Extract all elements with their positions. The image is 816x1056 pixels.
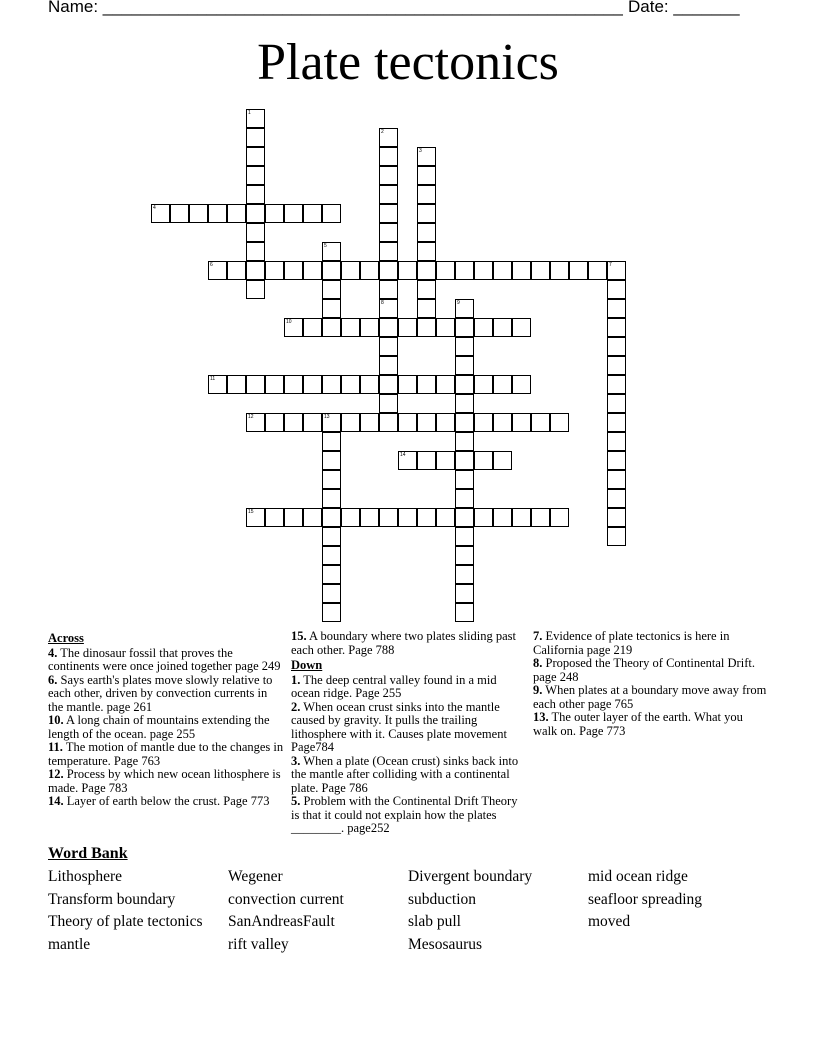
crossword-cell[interactable] [607, 508, 626, 527]
crossword-cell[interactable] [455, 603, 474, 622]
crossword-cell[interactable] [493, 318, 512, 337]
crossword-cell[interactable] [398, 375, 417, 394]
crossword-cell[interactable] [455, 394, 474, 413]
clue-across-4: 4. The dinosaur fossil that proves the continents were once joined together page 249 [48, 645, 281, 673]
crossword-cell[interactable] [607, 299, 626, 318]
crossword-cell[interactable] [436, 261, 455, 280]
crossword-cell[interactable] [246, 185, 265, 204]
clue-number-label: 7 [609, 262, 612, 268]
crossword-cell[interactable] [417, 166, 436, 185]
clue-down-9: 9. When plates at a boundary move away from each other page 765 [533, 683, 767, 711]
crossword-cell[interactable] [474, 318, 493, 337]
clue-number-label: 6 [210, 262, 213, 268]
crossword-cell[interactable] [474, 261, 493, 280]
clue-number-label: 14 [400, 452, 406, 458]
crossword-cell[interactable] [322, 280, 341, 299]
word-bank-item: Theory of plate tectonics [48, 913, 203, 930]
crossword-cell[interactable] [341, 318, 360, 337]
crossword-cell[interactable] [436, 413, 455, 432]
crossword-cell[interactable] [303, 318, 322, 337]
clue-down-5: 5. Problem with the Continental Drift Theory is that it could not explain how the plates ________. page252 [291, 794, 518, 835]
crossword-cell[interactable] [512, 413, 531, 432]
crossword-cell[interactable] [417, 375, 436, 394]
clue-column-2 [291, 630, 527, 836]
clue-down-2: 2. When ocean crust sinks into the mantle caused by gravity. It pulls the trailing lithosphere with it. Causes plate movement Page784 [291, 699, 507, 754]
crossword-cell[interactable] [436, 375, 455, 394]
crossword-cell[interactable] [265, 204, 284, 223]
crossword-cell[interactable] [284, 261, 303, 280]
crossword-cell[interactable] [512, 261, 531, 280]
crossword-cell[interactable] [474, 508, 493, 527]
clue-across-15: 15. A boundary where two plates sliding past each other. Page 788 [291, 629, 516, 657]
crossword-cell[interactable] [322, 508, 341, 527]
crossword-cell[interactable] [588, 261, 607, 280]
crossword-cell[interactable] [379, 223, 398, 242]
crossword-cell[interactable] [322, 546, 341, 565]
crossword-cell[interactable] [246, 166, 265, 185]
crossword-cell[interactable] [379, 413, 398, 432]
crossword-cell[interactable] [493, 451, 512, 470]
crossword-cell[interactable] [455, 261, 474, 280]
crossword-cell[interactable] [550, 508, 569, 527]
crossword-cell[interactable] [360, 261, 379, 280]
crossword-cell[interactable] [455, 337, 474, 356]
word-bank-item: slab pull [408, 913, 461, 930]
crossword-cell[interactable] [246, 223, 265, 242]
crossword-cell[interactable] [322, 375, 341, 394]
crossword-cell[interactable] [455, 413, 474, 432]
crossword-cell[interactable] [417, 451, 436, 470]
clue-number-label: 12 [248, 414, 254, 420]
crossword-cell[interactable] [607, 356, 626, 375]
crossword-cell[interactable] [417, 280, 436, 299]
crossword-cell[interactable] [170, 204, 189, 223]
crossword-cell[interactable] [607, 337, 626, 356]
crossword-cell[interactable] [322, 451, 341, 470]
crossword-cell[interactable] [398, 413, 417, 432]
clue-across-14: 14. Layer of earth below the crust. Page 773 [48, 794, 270, 808]
crossword-cell[interactable] [322, 432, 341, 451]
clue-down-13: 13. The outer layer of the earth. What you walk on. Page 773 [533, 710, 743, 738]
crossword-cell[interactable] [379, 280, 398, 299]
crossword-cell[interactable] [512, 508, 531, 527]
crossword-cell[interactable] [379, 185, 398, 204]
crossword-cell[interactable] [322, 603, 341, 622]
crossword-cell[interactable] [341, 261, 360, 280]
clue-down-1: 1. The deep central valley found in a mid ocean ridge. Page 255 [291, 672, 497, 700]
word-bank-title: Word Bank [48, 845, 128, 862]
crossword-cell[interactable] [607, 451, 626, 470]
crossword-cell[interactable] [322, 470, 341, 489]
crossword-cell[interactable] [284, 508, 303, 527]
crossword-cell[interactable] [607, 489, 626, 508]
clue-column-3 [533, 630, 769, 738]
crossword-cell[interactable] [227, 375, 246, 394]
name-field: Name: _______________________________________________________ [48, 0, 623, 16]
crossword-cell[interactable] [379, 508, 398, 527]
crossword-cell[interactable] [398, 318, 417, 337]
clue-across-10: 10. A long chain of mountains extending the length of the ocean. page 255 [48, 713, 270, 741]
clue-column-1 [48, 630, 284, 809]
crossword-cell[interactable] [455, 565, 474, 584]
clue-number-label: 15 [248, 509, 254, 515]
clue-number-label: 10 [286, 319, 292, 325]
crossword-cell[interactable] [265, 261, 284, 280]
crossword-cell[interactable] [607, 394, 626, 413]
clue-number-label: 11 [210, 376, 216, 382]
crossword-cell[interactable] [455, 451, 474, 470]
word-bank-item: subduction [408, 891, 477, 908]
clue-down-7: 7. Evidence of plate tectonics is here in California page 219 [533, 629, 730, 657]
crossword-cell[interactable] [398, 508, 417, 527]
crossword-cell[interactable] [417, 508, 436, 527]
word-bank-item: Divergent boundary [408, 868, 533, 885]
crossword-cell[interactable] [227, 204, 246, 223]
crossword-cell[interactable] [493, 375, 512, 394]
crossword-cell[interactable] [436, 451, 455, 470]
crossword-cell[interactable] [265, 375, 284, 394]
crossword-cell[interactable] [455, 584, 474, 603]
crossword-cell[interactable] [379, 394, 398, 413]
crossword-cell[interactable] [265, 508, 284, 527]
crossword-cell[interactable] [265, 413, 284, 432]
crossword-cell[interactable] [607, 318, 626, 337]
page-title: Plate tectonics [257, 34, 559, 91]
across-heading: Across [48, 631, 84, 645]
crossword-cell[interactable] [246, 375, 265, 394]
crossword-cell[interactable] [474, 375, 493, 394]
crossword-cell[interactable] [246, 261, 265, 280]
crossword-cell[interactable] [493, 508, 512, 527]
crossword-cell[interactable] [417, 242, 436, 261]
crossword-cell[interactable] [341, 375, 360, 394]
crossword-cell[interactable] [322, 318, 341, 337]
date-field: Date: _______ [628, 0, 740, 16]
crossword-cell[interactable] [322, 204, 341, 223]
word-bank-item: mid ocean ridge [588, 868, 688, 885]
crossword-cell[interactable] [417, 299, 436, 318]
crossword-cell[interactable] [417, 185, 436, 204]
crossword-cell[interactable] [417, 261, 436, 280]
clue-number-label: 4 [153, 205, 156, 211]
crossword-cell[interactable] [322, 565, 341, 584]
crossword-cell[interactable] [607, 280, 626, 299]
crossword-cell[interactable] [607, 375, 626, 394]
word-bank-item: rift valley [228, 936, 289, 953]
crossword-cell[interactable] [379, 166, 398, 185]
crossword-cell[interactable] [284, 375, 303, 394]
crossword-cell[interactable] [455, 546, 474, 565]
crossword-cell[interactable] [550, 413, 569, 432]
clue-number-label: 8 [381, 300, 384, 306]
clue-number-label: 3 [419, 148, 422, 154]
crossword-cell[interactable] [246, 280, 265, 299]
crossword-cell[interactable] [607, 413, 626, 432]
crossword-cell[interactable] [322, 489, 341, 508]
crossword-cell[interactable] [455, 527, 474, 546]
crossword-cell[interactable] [455, 356, 474, 375]
word-bank-item: Mesosaurus [408, 936, 483, 953]
crossword-cell[interactable] [607, 432, 626, 451]
crossword-cell[interactable] [322, 527, 341, 546]
crossword-cell[interactable] [360, 375, 379, 394]
crossword-cell[interactable] [303, 413, 322, 432]
word-bank-item: moved [588, 913, 631, 930]
crossword-cell[interactable] [379, 318, 398, 337]
crossword-cell[interactable] [607, 527, 626, 546]
crossword-cell[interactable] [531, 508, 550, 527]
crossword-cell[interactable] [379, 375, 398, 394]
crossword-cell[interactable] [436, 508, 455, 527]
crossword-cell[interactable] [284, 413, 303, 432]
crossword-cell[interactable] [455, 375, 474, 394]
crossword-cell[interactable] [246, 204, 265, 223]
crossword-cell[interactable] [512, 375, 531, 394]
crossword-cell[interactable] [379, 147, 398, 166]
clue-down-8: 8. Proposed the Theory of Continental Drift. page 248 [533, 656, 755, 684]
crossword-cell[interactable] [246, 147, 265, 166]
crossword-cell[interactable] [417, 413, 436, 432]
word-bank-item: Transform boundary [48, 891, 176, 908]
clue-number-label: 5 [324, 243, 327, 249]
crossword-cell[interactable] [455, 489, 474, 508]
crossword-cell[interactable] [303, 261, 322, 280]
crossword-cell[interactable] [455, 432, 474, 451]
crossword-cell[interactable] [379, 337, 398, 356]
crossword-cell[interactable] [322, 261, 341, 280]
crossword-cell[interactable] [474, 413, 493, 432]
crossword-cell[interactable] [246, 128, 265, 147]
crossword-cell[interactable] [417, 204, 436, 223]
word-bank-item: convection current [228, 891, 344, 908]
crossword-cell[interactable] [417, 223, 436, 242]
clue-down-3: 3. When a plate (Ocean crust) sinks back into the mantle after colliding with a continental plate. Page 786 [291, 753, 519, 795]
clue-number-label: 13 [324, 414, 330, 420]
crossword-cell[interactable] [569, 261, 588, 280]
crossword-cell[interactable] [493, 261, 512, 280]
crossword-cell[interactable] [341, 413, 360, 432]
crossword-cell[interactable] [189, 204, 208, 223]
crossword-cell[interactable] [379, 261, 398, 280]
word-bank-item: Wegener [228, 868, 283, 885]
word-bank-item: SanAndreasFault [228, 913, 335, 930]
clue-across-11: 11. The motion of mantle due to the changes in temperature. Page 763 [48, 740, 284, 768]
crossword-cell[interactable] [455, 318, 474, 337]
crossword-cell[interactable] [303, 508, 322, 527]
crossword-cell[interactable] [379, 356, 398, 375]
crossword-cell[interactable] [531, 261, 550, 280]
crossword-cell[interactable] [360, 318, 379, 337]
word-bank-item: seafloor spreading [588, 891, 703, 908]
crossword-cell[interactable] [303, 204, 322, 223]
clue-across-6: 6. Says earth's plates move slowly relative to each other, driven by convection currents in the mantle. page 261 [48, 672, 273, 714]
crossword-cell[interactable] [607, 470, 626, 489]
clue-number-label: 9 [457, 300, 460, 306]
crossword-cell[interactable] [379, 204, 398, 223]
clue-number-label: 1 [248, 110, 251, 116]
crossword-cell[interactable] [493, 413, 512, 432]
crossword-cell[interactable] [379, 242, 398, 261]
crossword-cell[interactable] [436, 318, 455, 337]
crossword-cell[interactable] [341, 508, 360, 527]
crossword-cell[interactable] [474, 451, 493, 470]
clue-across-12: 12. Process by which new ocean lithosphere is made. Page 783 [48, 767, 281, 795]
crossword-cell[interactable] [417, 318, 436, 337]
crossword-cell[interactable] [512, 318, 531, 337]
down-heading: Down [291, 658, 323, 672]
crossword-cell[interactable] [322, 299, 341, 318]
crossword-cell[interactable] [531, 413, 550, 432]
crossword-cell[interactable] [455, 470, 474, 489]
crossword-cell[interactable] [360, 413, 379, 432]
crossword-cell[interactable] [360, 508, 379, 527]
crossword-cell[interactable] [398, 261, 417, 280]
crossword-cell[interactable] [322, 584, 341, 603]
crossword-cell[interactable] [284, 204, 303, 223]
word-bank-item: mantle [48, 936, 91, 953]
crossword-cell[interactable] [550, 261, 569, 280]
crossword-cell[interactable] [208, 204, 227, 223]
clue-number-label: 2 [381, 129, 384, 135]
crossword-cell[interactable] [246, 242, 265, 261]
crossword-cell[interactable] [455, 508, 474, 527]
crossword-cell[interactable] [227, 261, 246, 280]
crossword-cell[interactable] [303, 375, 322, 394]
word-bank-item: Lithosphere [48, 868, 123, 885]
